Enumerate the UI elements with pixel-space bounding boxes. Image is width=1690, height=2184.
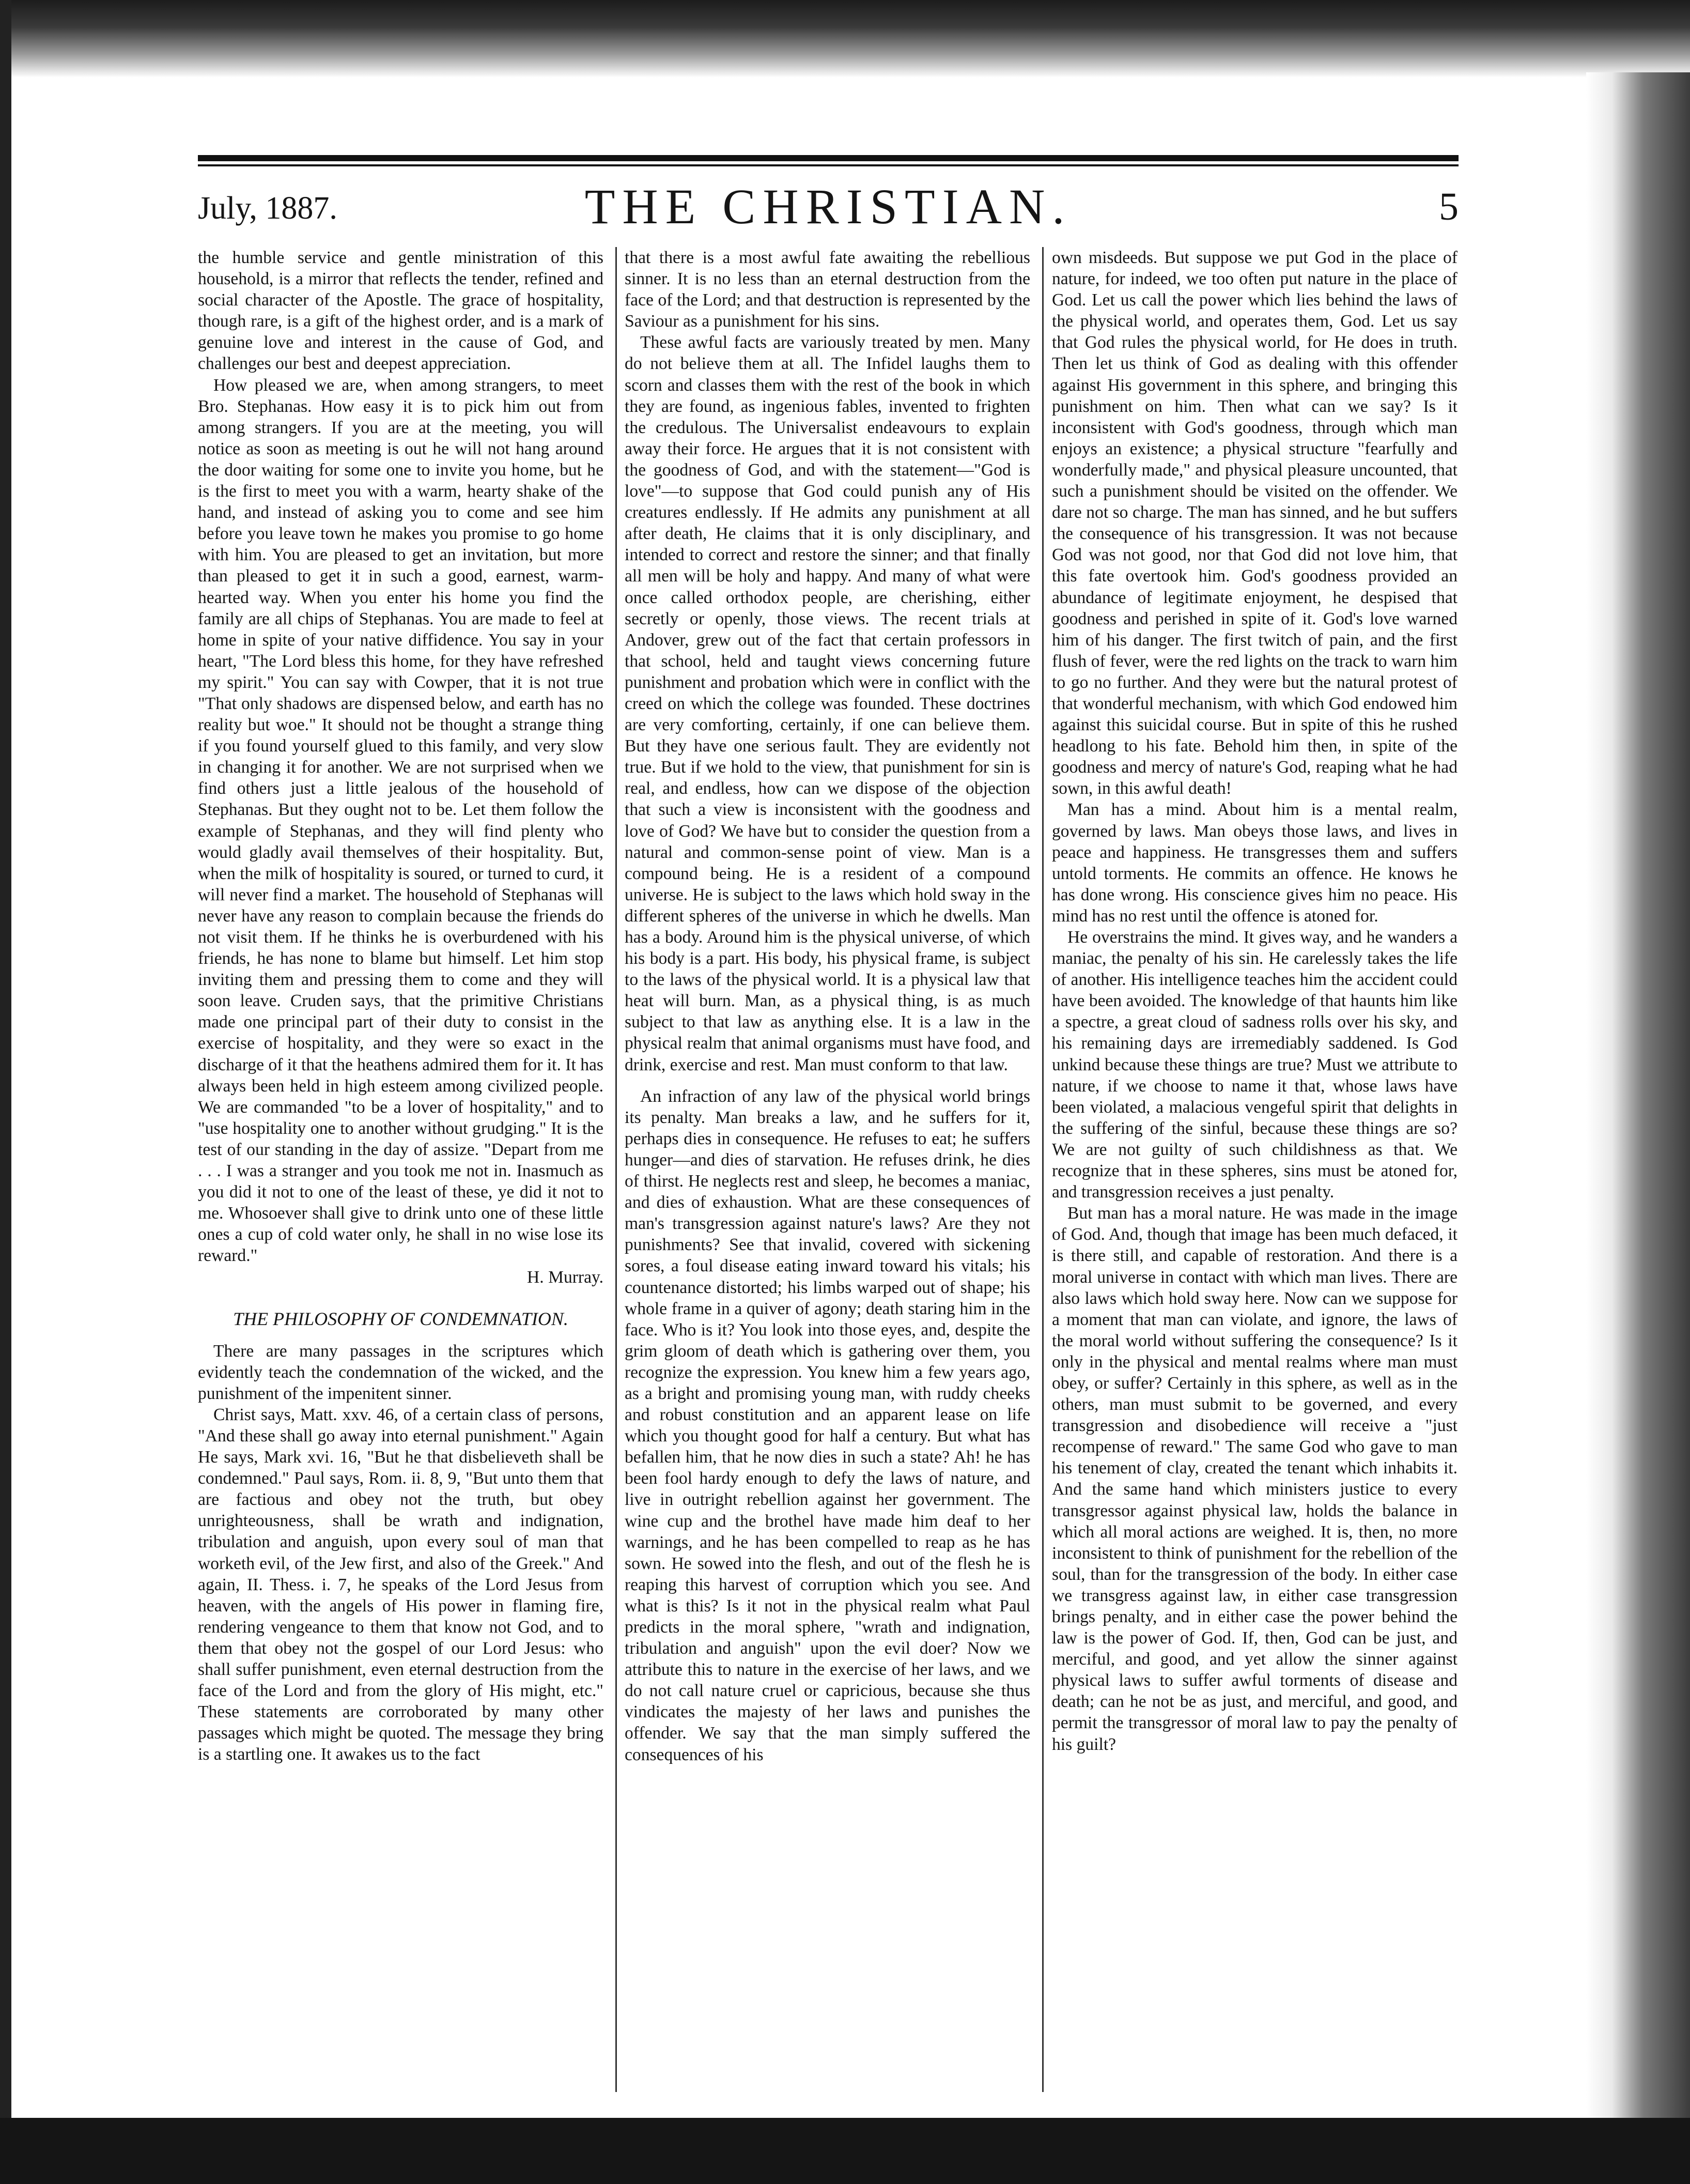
paragraph: that there is a most awful fate awaiting the rebellious sinner. It is no less than an eternal destruction from the face of the Lord; and that destruction is represented by the Saviour as a punishment for his sins. bbox=[625, 248, 1030, 331]
newspaper-title: THE CHRISTIAN. bbox=[584, 179, 1072, 234]
article-heading: THE PHILOSOPHY OF CONDEMNATION. bbox=[233, 1308, 568, 1329]
paragraph: He overstrains the mind. It gives way, and he wanders a maniac, the penalty of his sin. He carelessly takes the life of another. His intelligence teaches him the accident could have been avoided. The knowledge of that haunts him like a spectre, a great cloud of sadness rolls over his sky, and his remaining days are irremediably saddened. Is God unkind because these things are true? Must we attribute to nature, if we choose to name it that, whose laws have been violated, a malacious vengeful spirit that delights in the suffering of the sinful, because these things are so? We are not guilty of such childishness as that. We recognize that in these spheres, sins must be atoned for, and transgression receives a just penalty. bbox=[1052, 928, 1458, 1202]
header-rule bbox=[198, 155, 1459, 166]
page-number: 5 bbox=[1439, 185, 1459, 228]
column-divider-2 bbox=[1042, 247, 1044, 2092]
issue-date: July, 1887. bbox=[198, 191, 337, 226]
masthead bbox=[198, 176, 1459, 238]
paragraph: the humble service and gentle ministration of this household, is a mirror that reflects the tender, refined and social character of the Apostle. The grace of hospitality, though rare, is a gift of the highest order, and is a mark of genuine love and interest in the cause of God, and challenges our best and deepest appreciation. bbox=[198, 248, 603, 374]
paragraph: But man has a moral nature. He was made in the image of God. And, though that image has been much defaced, it is there still, and capable of restoration. And there is a moral universe in contact with which man lives. There are also laws which hold sway here. Now can we suppose for a moment that man can violate, and ignore, the laws of the moral world without suffering the consequence? Is it only in the physical and mental realms where man must obey, or suffer? Certainly in this sphere, as well as in the others, man must submit to be governed, and every transgression and disobedience will receive a "just recompense of reward." The same God who gave to man his tenement of clay, created the tenant which inhabits it. And the same hand which ministers justice to every transgressor against physical law, holds the balance in which all moral actions are weighed. It is, then, no more inconsistent to think of punishment for the rebellion of the soul, than for the transgression of the body. In either case we transgress against law, in either case transgression brings penalty, and in either case the power behind the law is the power of God. If, then, God can be just, and merciful, and good, and yet allow the sinner against physical laws to suffer awful torments of disease and death; can he not be as just, and merciful, and good, and permit the transgressor of moral law to pay the penalty of his guilt? bbox=[1052, 1204, 1458, 1754]
paragraph: own misdeeds. But suppose we put God in the place of nature, for indeed, we too often put nature in the place of God. Let us call the power which lies behind the laws of the physical world, and operates them, God. Let us say that God rules the physical world, for He does in truth. Then let us think of God as dealing with this offender against His government in this sphere, and bringing this punishment on him. Then what can we say? Is it inconsistent with God's goodness, through which man enjoys an existence; a physical structure "fearfully and wonderfully made," and physical pleasure uncounted, that such a punishment should be visited on the offender. We dare not so charge. The man has sinned, and he but suffers the consequence of his transgression. It was not because God was not good, nor that God did not love him, that this fate overtook him. God's goodness provided an abundance of legitimate enjoyment, he despised that goodness and perished in spite of it. God's love warned him of his danger. The first twitch of pain, and the first flush of fever, were the red lights on the track to warn him to go no further. And they were but the natural protest of that wonderful mechanism, with which God endowed him against this suicidal course. But in spite of this he rushed headlong to his fate. Behold him then, in spite of the goodness and mercy of nature's God, reaping what he had sown, in this awful death! bbox=[1052, 248, 1458, 798]
paragraph: Man has a mind. About him is a mental realm, governed by laws. Man obeys those laws, and lives in peace and happiness. He transgresses them and suffers untold torments. He commits an offence. He knows he has done wrong. His conscience gives him no peace. His mind has no rest until the offence is atoned for. bbox=[1052, 800, 1458, 926]
scan-top-edge bbox=[0, 0, 1690, 78]
paragraph: How pleased we are, when among strangers, to meet Bro. Stephanas. How easy it is to pick him out from among strangers. If you are at the meeting, you will notice as soon as meeting is out he will not hang around the door waiting for some one to invite you home, but he is the first to meet you with a warm, hearty shake of the hand, and instead of asking you to come and see him before you leave town he makes you promise to go home with him. You are pleased to get an invitation, but more than pleased to get it in such a good, earnest, warm-hearted way. When you enter his home you find the family are all chips of Stephanas. You are made to feel at home in spite of your native diffidence. You say in your heart, "The Lord bless this home, for they have refreshed my spirit." You can say with Cowper, that it is not true "That only shadows are dispensed below, and earth has no reality but woe." It should not be thought a strange thing if you found yourself glued to this family, and very slow in changing it for another. We are not surprised when we find others just a little jealous of the household of Stephanas. But they ought not to be. Let them follow the example of Stephanas, and they will find plenty who would gladly avail themselves of their hospitality. But, when the milk of hospitality is soured, or turned to curd, it will never find a market. The household of Stephanas will never have any reason to complain because the friends do not visit them. If he thinks he is overburdened with his friends, he has none to blame but himself. Let him stop inviting them and pressing them to come and they will soon leave. Cruden says, that the primitive Christians made one principal part of their duty to consist in the exercise of hospitality, and they were so exact in the discharge of it that the heathens admired them for it. It has always been held in high esteem among civilized people. We are commanded "to be a lover of hospitality," and to "use hospitality one to another without grudging." It is the test of our standing in the day of assize. "Depart from me . . . I was a stranger and you took me not in. Inasmuch as you did it not to one of the least of these, ye did it not to me. Whosoever shall give to drink unto one of these little ones a cup of cold water only, he shall in no wise lose its reward." bbox=[198, 375, 603, 1266]
column-1 bbox=[198, 247, 603, 2095]
scan-left-edge bbox=[0, 0, 11, 2184]
paragraph: An infraction of any law of the physical world brings its penalty. Man breaks a law, and he suffers for it, perhaps dies in consequence. He refuses to eat; he suffers hunger—and dies of starvation. He refuses drink, he dies of thirst. He neglects rest and sleep, he becomes a maniac, and dies of exhaustion. What are these consequences of man's transgression against nature's laws? Are they not punishments? See that invalid, covered with sickening sores, a foul disease eating inward toward his vitals; his countenance distorted; his limbs warped out of shape; his whole frame in a quiver of agony; death staring him in the face. Who is it? You look into those eyes, and, despite the grim gloom of death which is gathering over them, you recognize the expression. You knew him a few years ago, as a bright and promising young man, with ruddy cheeks and robust constitution and an apparent lease on life which you thought good for half a century. But what has befallen him, that he now dies in such a state? Ah! he has been fool hardy enough to defy the laws of nature, and live in outright rebellion against her government. The wine cup and the brothel have made him deaf to her warnings, and he has been compelled to reap as he has sown. He sowed into the flesh, and out of the flesh he is reaping this harvest of corruption which you see. And what is this? Is it not in the physical realm what Paul predicts in the moral sphere, "wrath and indignation, tribulation and anguish" upon the evil doer? Now we attribute this to nature in the exercise of her laws, and we do not call nature cruel or capricious, because she thus vindicates the majesty of her laws and punishes the offender. We say that the man simply suffered the consequences of his bbox=[625, 1086, 1030, 1764]
column-divider-1 bbox=[615, 247, 617, 2092]
author-signature: H. Murray. bbox=[527, 1267, 603, 1287]
scan-bottom-edge bbox=[0, 2118, 1690, 2184]
paragraph: Christ says, Matt. xxv. 46, of a certain class of persons, "And these shall go away into eternal punishment." Again He says, Mark xvi. 16, "But he that disbelieveth shall be condemned." Paul says, Rom. ii. 8, 9, "But unto them that are factious and obey not the truth, but obey unrighteousness, shall be wrath and indignation, tribulation and anguish, upon every soul of man that worketh evil, of the Jew first, and also of the Greek." And again, II. Thess. i. 7, he speaks of the Lord Jesus from heaven, with the angels of His power in flaming fire, rendering vengeance to them that know not God, and to them that obey not the gospel of our Lord Jesus: who shall suffer punishment, even eternal destruction from the face of the Lord and from the glory of His might, etc." These statements are corroborated by many other passages which might be quoted. The message they bring is a startling one. It awakes us to the fact bbox=[198, 1405, 603, 1764]
paragraph: These awful facts are variously treated by men. Many do not believe them at all. The Infidel laughs them to scorn and classes them with the rest of the book in which they are found, as ingenious fables, invented to frighten the credulous. The Universalist endeavours to explain away their force. He argues that it is not consistent with the goodness of God, and with the statement—"God is love"—to suppose that God could punish any of His creatures endlessly. If He admits any punishment at all after death, He claims that it is only disciplinary, and intended to correct and restore the sinner; and that finally all men will be holy and happy. And many of what were once called orthodox people, are cherishing, either secretly or openly, those views. The recent trials at Andover, grew out of the fact that certain professors in that school, held and taught views concerning future punishment and probation which were in conflict with the creed on which the college was founded. These doctrines are very comforting, certainly, if one can believe them. But they have one serious fault. They are evidently not true. But if we hold to the view, that punishment for sin is real, and endless, how can we dispose of the objection that such a view is inconsistent with the goodness and love of God? We have but to consider the question from a natural and common-sense point of view. Man is a compound being. He is a resident of a compound universe. He is subject to the laws which hold sway in the different spheres of the universe in which he dwells. Man has a body. Around him is the physical universe, of which his body is a part. His body, his physical frame, is subject to the laws of the physical world. It is a physical law that heat will burn. Man, as a physical thing, is as much subject to that law as anything else. It is a law in the physical realm that animal organisms must have food, and drink, exercise and rest. Man must conform to that law. bbox=[625, 333, 1030, 1074]
column-3 bbox=[1052, 247, 1458, 2095]
column-2 bbox=[625, 247, 1030, 2095]
scan-right-edge bbox=[1586, 72, 1690, 2119]
paragraph: There are many passages in the scriptures which evidently teach the condemnation of the wicked, and the punishment of the impenitent sinner. bbox=[198, 1341, 603, 1403]
